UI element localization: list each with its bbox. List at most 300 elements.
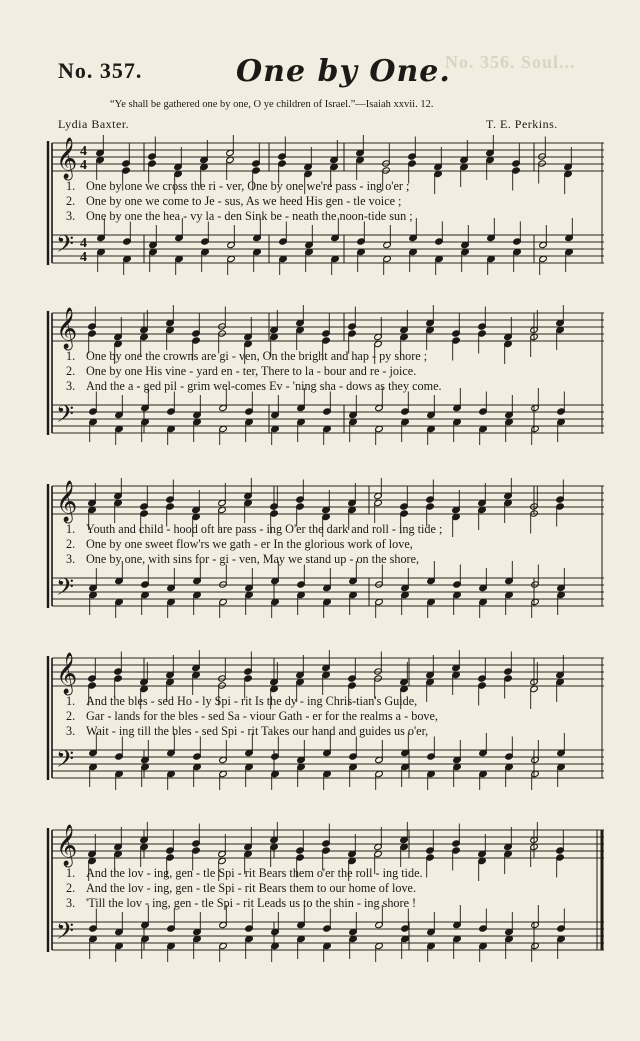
verse-text: One by one the hea - vy la - den Sink be - neath the noon-tide sun ; bbox=[86, 209, 413, 223]
bass-note bbox=[193, 395, 202, 419]
bass-note bbox=[557, 568, 566, 592]
bass-note bbox=[115, 912, 124, 936]
treble-note bbox=[166, 305, 175, 327]
bass-note bbox=[271, 737, 280, 761]
treble-note bbox=[478, 659, 487, 683]
bass-note bbox=[531, 770, 540, 790]
bass-note bbox=[505, 737, 514, 761]
scripture-epigraph: “Ye shall be gathered one by one, O ye children of Israel.”—Isaiah xxvii. 12. bbox=[110, 99, 434, 110]
lyric-verse-line bbox=[66, 379, 606, 393]
bass-note bbox=[271, 942, 280, 962]
bass-note bbox=[531, 740, 540, 764]
bass-note bbox=[149, 248, 158, 272]
treble-note bbox=[270, 310, 279, 334]
treble-note bbox=[408, 137, 417, 161]
bass-note bbox=[557, 392, 566, 416]
bass-note bbox=[141, 740, 150, 764]
bass-note bbox=[557, 935, 566, 959]
lyric-verse-line bbox=[66, 522, 606, 536]
bass-note bbox=[175, 255, 184, 275]
lyric-verse-line bbox=[66, 694, 606, 708]
verse-text: One by one we come to Je - sus, As we heed His gen - tle voice ; bbox=[86, 194, 402, 208]
bass-note bbox=[435, 255, 444, 275]
bass-note bbox=[89, 909, 98, 933]
composer-credit: T. E. Perkins. bbox=[486, 117, 558, 131]
treble-note bbox=[244, 652, 253, 676]
bass-note bbox=[531, 598, 540, 618]
treble-note bbox=[296, 305, 305, 327]
bass-note bbox=[453, 935, 462, 959]
bass-note bbox=[479, 568, 488, 592]
verse-text: And the lov - ing, gen - tle Spi - rit Bears them o'er the roll - ing tide. bbox=[86, 866, 423, 880]
bass-note bbox=[279, 222, 288, 246]
treble-note bbox=[400, 310, 409, 334]
bass-note bbox=[479, 770, 488, 790]
lyricist-credit: Lydia Baxter. bbox=[58, 117, 130, 131]
bass-note bbox=[245, 591, 254, 615]
bass-clef-icon: 𝄢 bbox=[56, 230, 75, 263]
bass-note bbox=[323, 392, 332, 416]
treble-note bbox=[426, 655, 435, 679]
bass-note bbox=[297, 591, 306, 615]
bass-note bbox=[357, 222, 366, 246]
bass-note bbox=[453, 565, 462, 589]
treble-staff bbox=[52, 313, 604, 341]
treble-note bbox=[452, 314, 461, 338]
bass-note bbox=[557, 591, 566, 615]
verse-text: One by one His vine - yard en - ter, There to la - bour and re - joice. bbox=[86, 364, 417, 378]
treble-note bbox=[486, 135, 495, 157]
bass-note bbox=[453, 740, 462, 764]
bass-note bbox=[513, 222, 522, 246]
treble-note bbox=[192, 490, 201, 514]
bass-note bbox=[479, 909, 488, 933]
treble-note bbox=[348, 834, 357, 858]
bass-note bbox=[89, 763, 98, 787]
bass-note bbox=[557, 418, 566, 442]
bass-note bbox=[193, 935, 202, 959]
lyric-verse-line bbox=[66, 881, 606, 895]
treble-note bbox=[252, 144, 261, 168]
treble-note bbox=[504, 317, 513, 341]
bass-note bbox=[505, 591, 514, 615]
treble-note bbox=[140, 487, 149, 511]
bass-note bbox=[123, 222, 132, 246]
bass-note bbox=[479, 392, 488, 416]
bass-note bbox=[193, 737, 202, 761]
bass-note bbox=[349, 737, 358, 761]
lyric-verse-line bbox=[66, 179, 606, 193]
verse-number: 1. bbox=[66, 522, 76, 536]
treble-note bbox=[88, 659, 97, 683]
lyric-verse-line bbox=[66, 537, 606, 551]
music-system bbox=[44, 305, 606, 445]
verse-number: 1. bbox=[66, 866, 76, 880]
treble-note bbox=[174, 147, 183, 171]
bass-note bbox=[557, 909, 566, 933]
treble-note bbox=[556, 831, 565, 855]
bass-note bbox=[297, 418, 306, 442]
bass-note bbox=[193, 912, 202, 936]
bass-note bbox=[89, 568, 98, 592]
bass-note bbox=[427, 425, 436, 445]
bass-note bbox=[297, 565, 306, 589]
bass-note bbox=[89, 418, 98, 442]
lyric-verse-line bbox=[66, 724, 606, 738]
bass-note bbox=[505, 418, 514, 442]
time-signature-digit: 4 bbox=[80, 158, 87, 173]
bass-note bbox=[349, 395, 358, 419]
bass-note bbox=[219, 740, 228, 764]
bass-note bbox=[539, 225, 548, 249]
lyric-verse-line bbox=[66, 896, 606, 910]
bass-note bbox=[253, 248, 262, 272]
verse-text: Wait - ing till the bles - sed Spi - rit Takes our hand and guides us o'er, bbox=[86, 724, 429, 738]
treble-note bbox=[322, 671, 331, 695]
bass-note bbox=[115, 770, 124, 790]
treble-note bbox=[88, 483, 97, 507]
treble-clef-icon: 𝄞 bbox=[56, 825, 78, 866]
bass-note bbox=[279, 255, 288, 275]
hymn-number: No. 357. bbox=[58, 58, 143, 83]
bass-note bbox=[193, 763, 202, 787]
lyric-verse-line bbox=[66, 709, 606, 723]
bass-note bbox=[349, 912, 358, 936]
treble-note bbox=[374, 317, 383, 341]
bass-note bbox=[427, 770, 436, 790]
verse-text: One by one the crowns are gi - ven, On the bright and hap - py shore ; bbox=[86, 349, 428, 363]
bass-note bbox=[245, 935, 254, 959]
bass-note bbox=[305, 225, 314, 249]
treble-note bbox=[348, 483, 357, 507]
bass-note bbox=[141, 763, 150, 787]
bass-note bbox=[427, 737, 436, 761]
bass-note bbox=[461, 248, 470, 272]
treble-note bbox=[512, 144, 521, 168]
bass-note bbox=[115, 737, 124, 761]
lyric-verse-line bbox=[66, 209, 606, 223]
bass-note bbox=[149, 225, 158, 249]
treble-note bbox=[426, 831, 435, 855]
treble-clef-icon: 𝄞 bbox=[56, 653, 78, 694]
bass-note bbox=[435, 222, 444, 246]
bass-note bbox=[97, 248, 106, 272]
treble-note bbox=[504, 652, 513, 676]
bass-note bbox=[245, 909, 254, 933]
bass-note bbox=[297, 740, 306, 764]
show-through-ghost-text: No. 356. Soul... bbox=[445, 52, 576, 72]
treble-note bbox=[114, 478, 123, 500]
verse-text: One by one we cross the ri - ver, One by one we're pass - ing o'er ; bbox=[86, 179, 410, 193]
music-system bbox=[44, 822, 606, 962]
bass-note bbox=[123, 255, 132, 275]
treble-note bbox=[556, 480, 565, 504]
bass-note bbox=[219, 425, 228, 445]
verse-number: 2. bbox=[66, 709, 76, 723]
treble-clef-icon: 𝄞 bbox=[56, 481, 78, 522]
bass-note bbox=[357, 248, 366, 272]
treble-note bbox=[114, 827, 123, 851]
bass-note bbox=[557, 763, 566, 787]
treble-note bbox=[452, 824, 461, 848]
bass-note bbox=[539, 255, 548, 275]
bass-note bbox=[479, 942, 488, 962]
bass-note bbox=[401, 392, 410, 416]
treble-note bbox=[244, 478, 253, 500]
bass-note bbox=[245, 418, 254, 442]
verse-text: One by one, with sins for - gi - ven, May we stand up - on the shore, bbox=[86, 552, 420, 566]
treble-note bbox=[426, 480, 435, 504]
treble-note bbox=[452, 490, 461, 514]
bass-note bbox=[349, 763, 358, 787]
bass-note bbox=[167, 770, 176, 790]
treble-note bbox=[244, 317, 253, 341]
bass-note bbox=[375, 942, 384, 962]
verse-number: 2. bbox=[66, 364, 76, 378]
bass-note bbox=[479, 425, 488, 445]
bass-note bbox=[453, 591, 462, 615]
bass-note bbox=[453, 763, 462, 787]
bass-note bbox=[271, 912, 280, 936]
treble-staff bbox=[52, 143, 604, 171]
bass-note bbox=[383, 255, 392, 275]
treble-note bbox=[218, 483, 227, 507]
treble-note bbox=[400, 662, 409, 686]
bass-note bbox=[227, 255, 236, 275]
bass-note bbox=[323, 942, 332, 962]
bass-note bbox=[167, 392, 176, 416]
treble-note bbox=[504, 478, 513, 500]
bass-note bbox=[505, 935, 514, 959]
bass-note bbox=[271, 395, 280, 419]
bass-note bbox=[323, 425, 332, 445]
bass-note bbox=[271, 770, 280, 790]
treble-note bbox=[426, 326, 435, 350]
treble-note bbox=[226, 156, 235, 180]
treble-note bbox=[478, 483, 487, 507]
treble-note bbox=[556, 305, 565, 327]
treble-note bbox=[322, 490, 331, 514]
treble-note bbox=[192, 650, 201, 672]
bass-note bbox=[167, 909, 176, 933]
bass-note bbox=[193, 591, 202, 615]
treble-clef-icon: 𝄞 bbox=[56, 138, 78, 179]
bass-note bbox=[141, 591, 150, 615]
treble-note bbox=[218, 834, 227, 858]
verse-number: 3. bbox=[66, 896, 76, 910]
bass-note bbox=[141, 418, 150, 442]
treble-note bbox=[374, 499, 383, 523]
bass-note bbox=[245, 392, 254, 416]
bass-note bbox=[115, 942, 124, 962]
treble-note bbox=[564, 147, 573, 171]
treble-note bbox=[296, 831, 305, 855]
verse-text: And the bles - sed Ho - ly Spi - rit Is the dy - ing Chris-tian's Guide, bbox=[86, 694, 418, 708]
treble-note bbox=[322, 824, 331, 848]
bass-note bbox=[453, 418, 462, 442]
treble-note bbox=[504, 827, 513, 851]
bass-note bbox=[297, 763, 306, 787]
bass-note bbox=[201, 222, 210, 246]
treble-note bbox=[166, 480, 175, 504]
lyric-verse-line bbox=[66, 364, 606, 378]
treble-note bbox=[330, 140, 339, 164]
treble-note bbox=[122, 144, 131, 168]
bass-note bbox=[427, 598, 436, 618]
bass-note bbox=[297, 935, 306, 959]
treble-note bbox=[88, 834, 97, 858]
treble-note bbox=[348, 307, 357, 331]
bass-note bbox=[323, 909, 332, 933]
bass-note bbox=[349, 418, 358, 442]
verse-number: 2. bbox=[66, 194, 76, 208]
treble-note bbox=[478, 307, 487, 331]
treble-note bbox=[114, 652, 123, 676]
verse-number: 1. bbox=[66, 179, 76, 193]
treble-note bbox=[356, 135, 365, 157]
treble-note bbox=[452, 671, 461, 695]
time-signature-digit: 4 bbox=[80, 236, 87, 251]
bass-note bbox=[89, 591, 98, 615]
treble-note bbox=[296, 480, 305, 504]
treble-note bbox=[148, 137, 157, 161]
bass-note bbox=[271, 425, 280, 445]
treble-note bbox=[304, 147, 313, 171]
bass-note bbox=[531, 942, 540, 962]
bass-note bbox=[167, 598, 176, 618]
bass-clef-icon: 𝄢 bbox=[56, 917, 75, 950]
bass-note bbox=[227, 225, 236, 249]
music-system bbox=[44, 135, 606, 275]
verse-text: 'Till the lov - ing, gen - tle Spi - rit Leads us to the shin - ing shore ! bbox=[86, 896, 417, 910]
bass-clef-icon: 𝄢 bbox=[56, 745, 75, 778]
bass-note bbox=[349, 591, 358, 615]
verse-number: 1. bbox=[66, 349, 76, 363]
treble-note bbox=[166, 655, 175, 679]
lyric-verse-line bbox=[66, 194, 606, 208]
bass-note bbox=[375, 598, 384, 618]
verse-number: 3. bbox=[66, 209, 76, 223]
treble-note bbox=[400, 822, 409, 844]
treble-note bbox=[96, 156, 105, 180]
bass-note bbox=[401, 909, 410, 933]
bass-note bbox=[193, 418, 202, 442]
bass-note bbox=[141, 565, 150, 589]
bass-clef-icon: 𝄢 bbox=[56, 400, 75, 433]
bass-note bbox=[401, 568, 410, 592]
treble-note bbox=[88, 307, 97, 331]
bass-note bbox=[245, 763, 254, 787]
treble-note bbox=[400, 487, 409, 511]
verse-number: 2. bbox=[66, 537, 76, 551]
bass-note bbox=[305, 248, 314, 272]
verse-number: 3. bbox=[66, 552, 76, 566]
lyric-verse-line bbox=[66, 349, 606, 363]
bass-note bbox=[531, 425, 540, 445]
treble-note bbox=[374, 478, 383, 500]
bass-note bbox=[513, 248, 522, 272]
bass-note bbox=[323, 598, 332, 618]
bass-note bbox=[167, 568, 176, 592]
bass-note bbox=[89, 392, 98, 416]
treble-note bbox=[426, 305, 435, 327]
bass-note bbox=[375, 770, 384, 790]
treble-note bbox=[244, 827, 253, 851]
bass-note bbox=[349, 935, 358, 959]
treble-clef-icon: 𝄞 bbox=[56, 308, 78, 349]
treble-note bbox=[478, 834, 487, 858]
bass-note bbox=[461, 225, 470, 249]
treble-note bbox=[356, 156, 365, 180]
bass-note bbox=[201, 248, 210, 272]
treble-note bbox=[460, 140, 469, 164]
music-system bbox=[44, 478, 606, 618]
bass-clef-icon: 𝄢 bbox=[56, 573, 75, 606]
lyric-verse-line bbox=[66, 866, 606, 880]
bass-note bbox=[219, 942, 228, 962]
treble-note bbox=[504, 499, 513, 523]
bass-note bbox=[219, 598, 228, 618]
bass-note bbox=[331, 255, 340, 275]
treble-note bbox=[322, 314, 331, 338]
treble-note bbox=[278, 137, 287, 161]
lyric-verse-line bbox=[66, 552, 606, 566]
treble-note bbox=[434, 147, 443, 171]
bass-note bbox=[427, 912, 436, 936]
bass-staff bbox=[52, 235, 604, 263]
bass-note bbox=[427, 942, 436, 962]
bass-note bbox=[375, 425, 384, 445]
treble-note bbox=[452, 650, 461, 672]
treble-note bbox=[166, 831, 175, 855]
bass-note bbox=[271, 598, 280, 618]
time-signature-digit: 4 bbox=[80, 250, 87, 265]
bass-note bbox=[401, 763, 410, 787]
treble-note bbox=[226, 135, 235, 157]
bass-note bbox=[141, 935, 150, 959]
bass-note bbox=[487, 255, 496, 275]
treble-note bbox=[556, 655, 565, 679]
bass-note bbox=[245, 568, 254, 592]
treble-note bbox=[192, 671, 201, 695]
treble-note bbox=[96, 135, 105, 157]
verse-text: Gar - lands for the bles - sed Sa - viour Gath - er for the realms a - bove, bbox=[86, 709, 438, 723]
treble-note bbox=[200, 140, 209, 164]
bass-note bbox=[401, 935, 410, 959]
time-signature-digit: 4 bbox=[80, 144, 87, 159]
treble-note bbox=[296, 655, 305, 679]
treble-note bbox=[192, 314, 201, 338]
bass-note bbox=[323, 568, 332, 592]
verse-number: 2. bbox=[66, 881, 76, 895]
verse-number: 1. bbox=[66, 694, 76, 708]
treble-note bbox=[296, 326, 305, 350]
treble-note bbox=[114, 317, 123, 341]
treble-note bbox=[400, 843, 409, 867]
bass-note bbox=[505, 763, 514, 787]
verse-text: And the a - ged pil - grim wel-comes Ev - 'ning sha - dows as they come. bbox=[86, 379, 442, 393]
bass-note bbox=[167, 942, 176, 962]
bass-note bbox=[505, 912, 514, 936]
treble-note bbox=[486, 156, 495, 180]
bass-note bbox=[115, 395, 124, 419]
treble-note bbox=[114, 499, 123, 523]
bass-note bbox=[219, 770, 228, 790]
verse-text: Youth and child - hood oft are pass - ing O'er the dark and roll - ing tide ; bbox=[86, 522, 443, 536]
bass-note bbox=[383, 225, 392, 249]
verse-text: One by one sweet flow'rs we gath - er In the glorious work of love, bbox=[86, 537, 413, 551]
bass-note bbox=[505, 395, 514, 419]
